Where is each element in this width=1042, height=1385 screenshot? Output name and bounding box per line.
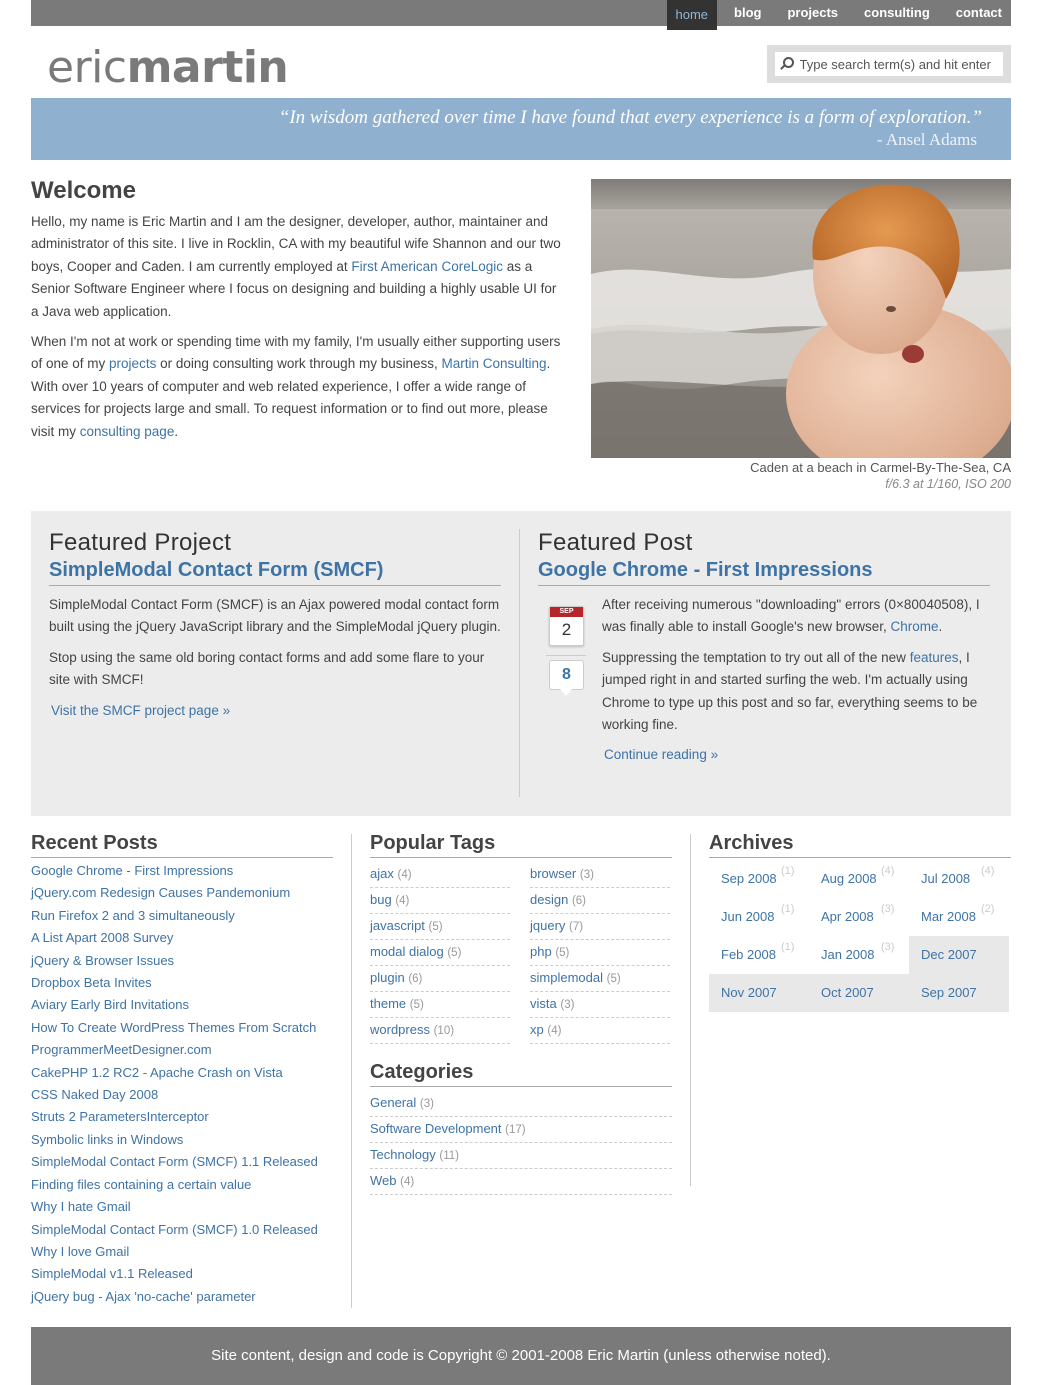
consulting-page-link[interactable]: consulting page — [79, 423, 175, 439]
recent-post-link[interactable]: CakePHP 1.2 RC2 - Apache Crash on Vista — [31, 1064, 283, 1080]
calendar-separator — [546, 655, 586, 656]
beach-photo-image — [591, 179, 1011, 458]
recent-post-link[interactable]: Why I love Gmail — [31, 1243, 130, 1259]
post-p1-text: After receiving numerous "downloading" errors (0×80040508), I was finally able to install Google's new browser, — [602, 597, 980, 635]
tag-item — [370, 1018, 510, 1044]
recent-posts-list — [31, 860, 333, 1308]
tag-item — [530, 966, 670, 992]
welcome-p2-text-c: . With over 10 years of computer and web related experience, I offer a wide range of services for projects large and small. To request information or to find out more, please visit my — [31, 356, 551, 439]
tag-link[interactable]: vista — [530, 996, 557, 1011]
recent-post-link[interactable]: SimpleModal Contact Form (SMCF) 1.0 Released — [31, 1221, 318, 1237]
recent-post-link[interactable]: Finding files containing a certain value — [31, 1176, 252, 1192]
chrome-link[interactable]: Chrome — [890, 619, 939, 635]
featured-post — [538, 529, 990, 767]
column-divider-2 — [690, 834, 691, 1186]
comment-count-bubble[interactable]: 8 — [549, 660, 584, 690]
categories-heading: Categories — [370, 1061, 672, 1087]
category-item — [370, 1117, 672, 1143]
tag-count: (6) — [571, 895, 586, 907]
featured-post-p2 — [602, 647, 990, 737]
recent-post-link[interactable]: Run Firefox 2 and 3 simultaneously — [31, 907, 235, 923]
recent-post-link[interactable]: Google Chrome - First Impressions — [31, 863, 234, 878]
category-link[interactable]: Software Development — [370, 1121, 502, 1136]
archive-item — [709, 936, 809, 974]
popular-tags-heading: Popular Tags — [370, 832, 672, 858]
recent-post-link[interactable]: A List Apart 2008 Survey — [31, 930, 174, 946]
nav-contact[interactable]: contact — [955, 5, 1002, 20]
recent-post-item — [31, 905, 333, 927]
tag-count: (3) — [560, 999, 575, 1011]
featured-section — [31, 511, 1011, 816]
logo-part-1: eric — [47, 42, 127, 93]
beach-photo — [591, 179, 1011, 458]
martin-consulting-link[interactable]: Martin Consulting — [441, 356, 547, 372]
caption-exif: f/6.3 at 1/160, ISO 200 — [885, 477, 1011, 491]
tag-item — [530, 1018, 670, 1044]
featured-project-title[interactable]: SimpleModal Contact Form (SMCF) — [49, 559, 384, 581]
archive-item — [809, 974, 909, 1012]
archive-link[interactable]: Oct 2007 — [821, 985, 874, 1000]
recent-post-link[interactable]: Symbolic links in Windows — [31, 1131, 184, 1147]
featured-divider — [519, 529, 520, 797]
recent-post-item — [31, 860, 333, 882]
projects-link[interactable]: projects — [109, 356, 157, 372]
archive-link[interactable]: Dec 2007 — [921, 947, 977, 962]
recent-post-item — [31, 1286, 333, 1308]
recent-posts-heading: Recent Posts — [31, 832, 333, 858]
tag-link[interactable]: theme — [370, 996, 407, 1011]
recent-post-item — [31, 1062, 333, 1084]
recent-post-item — [31, 1174, 333, 1196]
tag-item — [370, 888, 510, 914]
search-field-wrapper — [775, 52, 1003, 76]
corelogic-link[interactable]: First American CoreLogic — [351, 258, 503, 274]
archives — [709, 832, 1011, 1012]
archive-link[interactable]: Feb 2008 — [721, 947, 776, 962]
recent-post-item — [31, 1129, 333, 1151]
recent-post-link[interactable]: Why I hate Gmail — [31, 1199, 131, 1215]
column-divider-1 — [351, 834, 352, 1308]
recent-post-link[interactable]: SimpleModal Contact Form (SMCF) 1.1 Released — [31, 1154, 318, 1170]
tag-count: (7) — [569, 921, 584, 933]
recent-post-link[interactable]: ProgrammerMeetDesigner.com — [31, 1042, 212, 1058]
recent-post-item — [31, 882, 333, 904]
featured-project-p1: SimpleModal Contact Form (SMCF) is an Ajax powered modal contact form built using the jQuery JavaScript library and the SimpleModal jQuery plugin. — [49, 597, 501, 635]
recent-post-link[interactable]: Dropbox Beta Invites — [31, 975, 152, 991]
archive-link[interactable]: Jun 2008 — [721, 909, 775, 924]
archive-link[interactable]: Aug 2008 — [821, 871, 877, 886]
tag-link[interactable]: design — [530, 892, 569, 907]
recent-post-item — [31, 1196, 333, 1218]
archive-link[interactable]: Jul 2008 — [921, 871, 971, 886]
archive-item — [809, 936, 909, 974]
calendar-day: 2 — [561, 620, 572, 639]
recent-post-link[interactable]: jQuery & Browser Issues — [31, 952, 175, 968]
welcome-paragraph-1 — [31, 211, 563, 323]
nav-projects[interactable]: projects — [787, 5, 839, 20]
continue-reading-link[interactable]: Continue reading » — [604, 747, 719, 763]
featured-post-p1 — [602, 594, 990, 639]
tag-count: (4) — [397, 869, 412, 881]
categories-list — [370, 1091, 672, 1195]
quote-banner — [31, 98, 1011, 160]
recent-post-item — [31, 994, 333, 1016]
tag-count: (4) — [547, 1025, 562, 1037]
recent-post-item — [31, 1241, 333, 1263]
welcome-p2-text-d: . — [174, 423, 179, 439]
recent-post-item — [31, 1263, 333, 1285]
archive-link[interactable]: Jan 2008 — [821, 947, 875, 962]
recent-post-item — [31, 950, 333, 972]
category-link[interactable]: General — [370, 1095, 417, 1110]
featured-project-heading: Featured Project — [49, 529, 232, 556]
tags-grid — [370, 862, 672, 1044]
archive-link[interactable]: Sep 2008 — [721, 871, 777, 886]
post-p2-end: , I jumped right in and started surfing the web. I'm actually using Chrome to type up this post and so far, everything seems to be working fine. — [602, 649, 978, 733]
tag-link[interactable]: simplemodal — [530, 970, 603, 985]
search-box — [767, 45, 1011, 83]
smcf-project-link[interactable]: Visit the SMCF project page » — [51, 702, 231, 718]
recent-post-item — [31, 1151, 333, 1173]
tag-item — [530, 992, 670, 1018]
recent-post-item — [31, 1106, 333, 1128]
archive-link[interactable]: Nov 2007 — [721, 985, 777, 1000]
quote-text: “In wisdom gathered over time I have found that every experience is a form of exploration.” — [278, 107, 982, 128]
category-item — [370, 1091, 672, 1117]
quote-author: - Ansel Adams — [876, 130, 977, 149]
tag-link[interactable]: javascript — [370, 918, 425, 933]
tag-link[interactable]: wordpress — [370, 1022, 430, 1037]
nav-blog[interactable]: blog — [734, 5, 762, 20]
archive-count: (2) — [981, 903, 995, 915]
tag-item — [370, 862, 510, 888]
nav-consulting[interactable]: consulting — [864, 5, 930, 20]
logo-part-2: martin — [126, 42, 289, 93]
tag-item — [370, 992, 510, 1018]
caption-text: Caden at a beach in Carmel-By-The-Sea, CA — [750, 460, 1011, 475]
tag-item — [530, 914, 670, 940]
category-count: (3) — [419, 1098, 434, 1110]
welcome-section — [31, 177, 563, 451]
tag-count: (5) — [447, 947, 462, 959]
archive-count: (4) — [881, 865, 895, 877]
tag-count: (6) — [408, 973, 423, 985]
tag-link[interactable]: php — [530, 944, 552, 959]
tag-link[interactable]: browser — [530, 866, 577, 881]
recent-post-item — [31, 1039, 333, 1061]
category-count: (17) — [505, 1124, 526, 1136]
top-nav-bar — [31, 0, 1011, 26]
archive-item — [909, 974, 1009, 1012]
featured-project — [49, 529, 501, 722]
featured-post-body — [538, 594, 990, 767]
recent-post-link[interactable]: How To Create WordPress Themes From Scratch — [31, 1019, 317, 1035]
category-item — [370, 1169, 672, 1195]
recent-posts — [31, 832, 333, 1308]
archive-link[interactable]: Sep 2007 — [921, 985, 977, 1000]
category-count: (4) — [400, 1176, 415, 1188]
post-p2-text: Suppressing the temptation to try out all of the new — [602, 649, 910, 665]
featured-project-p2: Stop using the same old boring contact forms and add some flare to your site with SMCF! — [49, 649, 485, 688]
recent-post-link[interactable]: SimpleModal v1.1 Released — [31, 1266, 193, 1282]
post-p1-end: . — [938, 619, 943, 635]
footer-copyright: Site content, design and code is Copyright © 2001-2008 Eric Martin (unless otherwise noted). — [211, 1347, 831, 1364]
tag-count: (5) — [555, 947, 570, 959]
recent-post-link[interactable]: Struts 2 ParametersInterceptor — [31, 1109, 209, 1125]
site-logo[interactable] — [47, 42, 288, 93]
recent-post-item — [31, 972, 333, 994]
archive-item — [709, 974, 809, 1012]
featured-post-heading: Featured Post — [538, 529, 693, 556]
recent-post-item — [31, 1017, 333, 1039]
nav-home[interactable]: home — [667, 0, 718, 30]
archive-count: (3) — [881, 941, 895, 953]
calendar-icon — [549, 606, 584, 646]
archive-count: (1) — [781, 941, 795, 953]
recent-post-link[interactable]: jQuery bug - Ajax 'no-cache' parameter — [31, 1288, 256, 1304]
recent-post-link[interactable]: CSS Naked Day 2008 — [31, 1087, 159, 1103]
archives-grid — [709, 860, 1011, 1012]
features-link[interactable]: features — [909, 649, 959, 665]
tag-count: (4) — [395, 895, 410, 907]
category-item — [370, 1143, 672, 1169]
archives-heading: Archives — [709, 832, 1011, 858]
category-link[interactable]: Technology — [370, 1147, 436, 1162]
archive-item — [909, 898, 1009, 936]
tag-link[interactable]: bug — [370, 892, 392, 907]
welcome-title: Welcome — [31, 177, 136, 204]
tag-item — [530, 940, 670, 966]
welcome-p1-text: Hello, my name is Eric Martin and I am the designer, developer, author, maintainer and administrator of this site. I live in Rocklin, CA with my beautiful wife Shannon and our two boys, Cooper and Caden. I am currently employed at — [31, 214, 561, 274]
welcome-paragraph-2 — [31, 331, 563, 443]
tag-link[interactable]: modal dialog — [370, 944, 444, 959]
archive-link[interactable]: Apr 2008 — [821, 909, 874, 924]
tag-count: (5) — [606, 973, 621, 985]
tag-item — [530, 862, 670, 888]
welcome-p1-text-end: as a Senior Software Engineer where I focus on designing and building a highly usable UI for a Java web application. — [31, 258, 557, 319]
tag-count: (10) — [433, 1025, 455, 1037]
tag-link[interactable]: plugin — [370, 970, 405, 985]
archive-item — [909, 936, 1009, 974]
tag-item — [530, 888, 670, 914]
recent-post-item — [31, 1084, 333, 1106]
popular-tags — [370, 832, 672, 1195]
category-link[interactable]: Web — [370, 1173, 397, 1188]
welcome-p2-text: When I'm not at work or spending time with my family, I'm usually either supporting users of one of my — [31, 334, 561, 372]
archive-count: (3) — [881, 903, 895, 915]
category-count: (11) — [439, 1150, 460, 1162]
recent-post-item — [31, 927, 333, 949]
tag-item — [370, 966, 510, 992]
tag-item — [370, 940, 510, 966]
recent-post-item — [31, 1219, 333, 1241]
tag-item — [370, 914, 510, 940]
tag-link[interactable]: ajax — [370, 866, 394, 881]
recent-post-link[interactable]: Aviary Early Bird Invitations — [31, 997, 189, 1013]
tag-link[interactable]: jquery — [530, 918, 566, 933]
tag-count: (5) — [428, 921, 443, 933]
archive-count: (1) — [781, 903, 795, 915]
search-icon — [780, 56, 796, 72]
archive-count: (1) — [781, 865, 795, 877]
tag-link[interactable]: xp — [530, 1022, 544, 1037]
tag-count: (5) — [409, 999, 424, 1011]
calendar-month: SEP — [550, 607, 583, 617]
main-nav — [659, 0, 1012, 30]
photo-caption — [750, 459, 1011, 493]
archive-link[interactable]: Mar 2008 — [921, 909, 976, 924]
archive-count: (4) — [981, 865, 995, 877]
recent-post-link[interactable]: jQuery.com Redesign Causes Pandemonium — [31, 885, 291, 901]
tag-count: (3) — [579, 869, 594, 881]
featured-post-title[interactable]: Google Chrome - First Impressions — [538, 559, 873, 581]
footer — [31, 1327, 1011, 1385]
welcome-p2-text-b: or doing consulting work through my business, — [156, 356, 442, 372]
search-input[interactable] — [800, 57, 1004, 72]
